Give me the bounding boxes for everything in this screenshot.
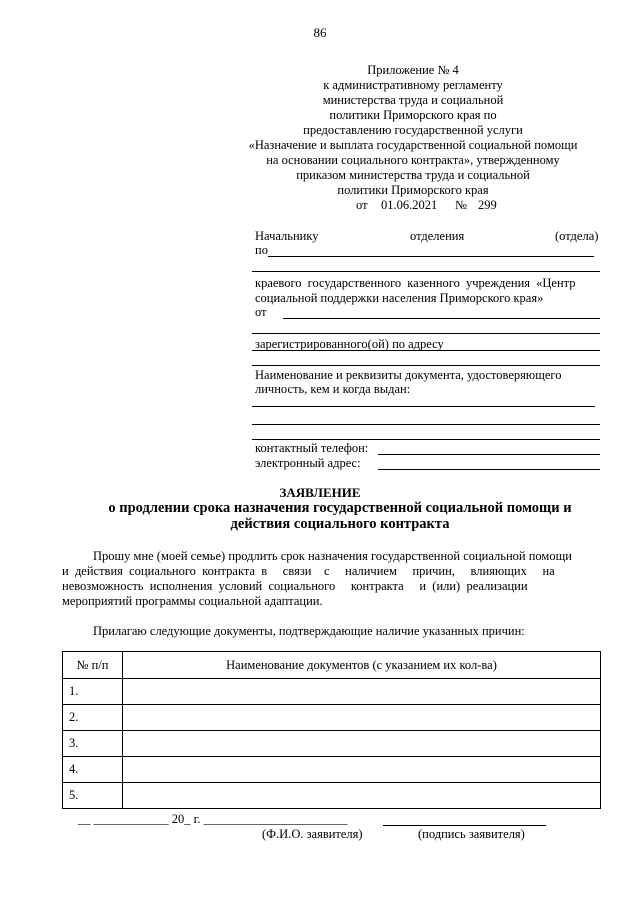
table-row xyxy=(63,705,601,731)
blank-line[interactable] xyxy=(252,271,600,272)
email-fill-line[interactable] xyxy=(378,469,600,470)
table-row xyxy=(63,679,601,705)
table-cell-number: 4. xyxy=(63,757,123,783)
table-header-row xyxy=(63,652,601,679)
table-header-number: № п/п xyxy=(63,652,123,679)
id-document-fill-line[interactable] xyxy=(252,406,595,407)
page-number: 86 xyxy=(313,25,327,40)
documents-table xyxy=(62,651,601,809)
appendix-number-prefix: № xyxy=(455,198,467,212)
phone-fill-line[interactable] xyxy=(378,454,600,455)
appendix-line: «Назначение и выплата государственной социальной помощи xyxy=(248,138,578,152)
appendix-line: политики Приморского края xyxy=(337,183,489,197)
request-paragraph-line: Прошу мне (моей семье) продлить срок назначения государственной социальной помощи xyxy=(93,549,572,563)
table-row xyxy=(63,757,601,783)
id-document-fill-line[interactable] xyxy=(252,439,600,440)
table-cell-number: 1. xyxy=(63,679,123,705)
appendix-line: к административному регламенту xyxy=(323,78,503,92)
table-cell-number: 2. xyxy=(63,705,123,731)
table-cell-document[interactable] xyxy=(123,705,601,731)
table-cell-document[interactable] xyxy=(123,757,601,783)
registered-fill-line[interactable] xyxy=(252,350,600,351)
table-row xyxy=(63,783,601,809)
appendix-line: приказом министерства труда и социальной xyxy=(296,168,530,182)
phone-label: контактный телефон: xyxy=(255,441,369,455)
request-paragraph-line: и действия социального контракта в связи с наличием причин, влияющих на xyxy=(62,564,555,578)
appendix-line: предоставлению государственной услуги xyxy=(303,123,523,137)
table-cell-number: 5. xyxy=(63,783,123,809)
document-subtitle: о продлении срока назначения государственной социальной помощи и xyxy=(108,500,572,516)
appendix-line: Приложение № 4 xyxy=(367,63,459,77)
document-title: ЗАЯВЛЕНИЕ xyxy=(279,485,361,500)
fio-caption: (Ф.И.О. заявителя) xyxy=(262,827,363,841)
appendix-line: политики Приморского края по xyxy=(329,108,497,122)
appendix-date-prefix: от xyxy=(356,198,368,212)
table-row xyxy=(63,731,601,757)
email-label: электронный адрес: xyxy=(255,456,361,470)
request-paragraph-line: мероприятий программы социальной адаптации. xyxy=(62,594,323,608)
table-cell-number: 3. xyxy=(63,731,123,757)
attachments-intro: Прилагаю следующие документы, подтверждающие наличие указанных причин: xyxy=(93,624,525,638)
signature-caption: (подпись заявителя) xyxy=(418,827,525,841)
signature-date-line[interactable]: __ ____________ 20_ г. _______________________ xyxy=(78,812,348,826)
id-document-fill-line[interactable] xyxy=(252,424,600,425)
addressee-word-section: (отдела) xyxy=(555,229,599,243)
institution-line: краевого государственного казенного учреждения «Центр xyxy=(255,276,576,290)
addressee-word-department: отделения xyxy=(410,229,465,243)
id-document-label: Наименование и реквизиты документа, удостоверяющего xyxy=(255,368,562,382)
po-fill-line[interactable] xyxy=(268,256,594,257)
registered-label: зарегистрированного(ой) по адресу xyxy=(255,337,444,351)
id-document-label: личность, кем и когда выдан: xyxy=(255,382,411,396)
appendix-line: министерства труда и социальной xyxy=(322,93,504,107)
from-label: от xyxy=(255,305,267,319)
institution-line: социальной поддержки населения Приморского края» xyxy=(255,291,544,305)
appendix-line: на основании социального контракта», утвержденному xyxy=(266,153,560,167)
table-cell-document[interactable] xyxy=(123,783,601,809)
signature-fill-line[interactable] xyxy=(383,825,546,826)
addressee-word-head: Начальнику xyxy=(255,229,319,243)
table-cell-document[interactable] xyxy=(123,731,601,757)
appendix-date: 01.06.2021 xyxy=(381,198,438,212)
table-header-name: Наименование документов (с указанием их кол-ва) xyxy=(123,652,601,679)
request-paragraph-line: невозможность исполнения условий социального контракта и (или) реализации xyxy=(62,579,528,593)
blank-line[interactable] xyxy=(252,365,600,366)
blank-line[interactable] xyxy=(252,333,600,334)
addressee-po: по xyxy=(255,243,268,257)
from-fill-line[interactable] xyxy=(283,318,600,319)
appendix-number: 299 xyxy=(478,198,497,212)
document-subtitle: действия социального контракта xyxy=(230,516,450,532)
table-cell-document[interactable] xyxy=(123,679,601,705)
